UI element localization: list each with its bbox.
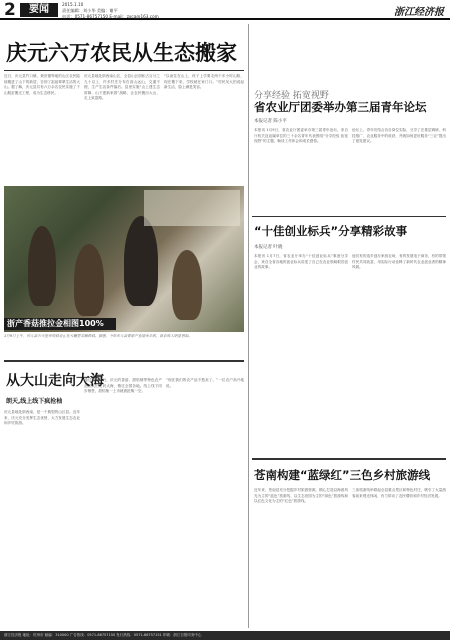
- masthead-meta: [62, 2, 252, 20]
- right-top-paragraph: 本报讯 1月9日，省农业厅团委举办第三届青年论坛，来自厅机关及直属单位的三十余名青年代表围绕“分享经验 拓宽视野”的主题，畅谈工作体会和成长感悟。: [254, 128, 348, 144]
- editor-line: 责任编辑：刘小华 美编：谢平: [62, 8, 118, 13]
- divider: [252, 458, 446, 460]
- contact-line: 电话：0571-86757150 E-mail：zxcg@163.com: [62, 14, 159, 19]
- paper-name: 浙江经济报: [394, 7, 444, 18]
- right-top-paragraph: 论坛上，青年们结合各自岗位实际，分享了在基层调研、科技推广、农业服务中的收获，并就如何更好服务“三农”提出了意见建议。: [352, 128, 446, 144]
- right-top-byline: 本报记者 陈小平: [254, 119, 287, 124]
- photo-light: [144, 190, 240, 226]
- feature-column-3: [166, 378, 244, 626]
- right-top-headline: 省农业厅团委举办第三届青年论坛: [254, 100, 427, 114]
- masthead: [0, 0, 450, 20]
- right-bottom-column-2: [352, 488, 446, 626]
- feature-headline: 从大山走向大海: [6, 373, 104, 389]
- feature-paragraph: 庆元县地处浙西南，是一个典型的山区县。近年来，庆元充分发挥生态优势，大力发展生态农业和乡村旅游。: [4, 410, 80, 426]
- feature-column-1: [4, 410, 80, 626]
- lead-paragraph: 近日，庆元县竹口镇、黄田镇等地的山区农民陆续搬进了山下的新居，告别了祖祖辈辈生活的大山。据了解，庆元县共有六万余名农民实施了下山脱贫搬迁工程，成为生态移民。: [4, 74, 80, 95]
- feature-paragraph: 通过电商平台，庆元的香菇、甜桔柚等特色农产品从大山走向大海，销往全国各地。线上线下同步销售，甜桔柚一上市就被抢购一空。: [84, 378, 162, 394]
- lead-headline: 庆元六万农民从生态搬家: [6, 41, 237, 65]
- photo-note: 1月9日上午，庆元县五大堡乡的菇农正在大棚里采摘香菇。据悉，今年庆元县香菇产业迎来丰收，菇农收入明显增加。: [4, 334, 192, 338]
- photo-figure: [172, 250, 202, 320]
- right-bottom-headline: 苍南构建“蓝绿红”三色乡村旅游线: [254, 468, 431, 482]
- photo-caption-band: 浙产香菇推拉金相图100%: [4, 318, 116, 330]
- lead-photo: [4, 186, 244, 332]
- right-top-column-1: [254, 128, 348, 204]
- photo-figure: [124, 216, 158, 306]
- right-top-kicker: 分享经验 拓宽视野: [254, 91, 329, 101]
- photo-figure: [74, 244, 104, 316]
- right-mid-paragraph: 本报讯 1月7日，省农业厅举办“十佳创业标兵”事迹分享会，来自全省各地的创业标兵讲述了自己在农业领域艰苦创业的故事。: [254, 254, 348, 270]
- lead-column-3: [164, 74, 244, 182]
- lead-paragraph: 庆元县地处浙西南山区，全县山区面积占百分之九十以上，许多村庄分布在高山远山，交通不便，生产生活条件落后。县里实施“山上建生态屏障、山下建新家园”战略，让农民搬出大山、走上致富路。: [84, 74, 160, 101]
- section-label: 要闻: [20, 3, 58, 17]
- lead-paragraph: “以前住在山上，孩子上学要走两个多小时山路，现在搬下来，学校就在家门口。”村民吴大伯说起新生活，脸上满是笑容。: [164, 74, 244, 90]
- right-mid-column-1: [254, 254, 348, 450]
- right-mid-column-2: [352, 254, 446, 450]
- right-mid-byline: 本报记者 叶晓: [254, 245, 283, 250]
- right-top-column-2: [352, 128, 446, 204]
- page-footer: 浙江经济报 地址：杭州市 邮编：310000 广告热线：0571-86757150 发行热线：0571-86757151 印刷：浙江日报印务中心: [0, 631, 450, 640]
- divider: [4, 70, 244, 71]
- divider: [252, 216, 446, 217]
- feature-paragraph: “现在我们的农产品不愁卖了。”一位农户高兴地说。: [166, 378, 244, 388]
- issue-date: 2015.1.10: [62, 2, 84, 7]
- column-divider: [248, 24, 249, 628]
- photo-figure: [28, 226, 56, 306]
- feature-column-2: [84, 378, 162, 626]
- right-mid-paragraph: 他们有的返乡创办家庭农场，有的发展电子商务，有的带领村民共同致富，用实际行动诠释了新时代农业创业者的精神风貌。: [352, 254, 446, 270]
- right-mid-headline: “十佳创业标兵”分享精彩故事: [254, 224, 408, 238]
- right-bottom-paragraph: 近年来，苍南县充分挖掘乡村旅游资源，精心打造以海滨风光为主的“蓝色”旅游线、以生态田园为主的“绿色”旅游线和以红色文化为主的“红色”旅游线。: [254, 488, 348, 504]
- page-number: 2: [4, 0, 16, 20]
- divider: [4, 360, 244, 362]
- feature-subheadline: 朗天,线上线下疯抢柚: [6, 398, 63, 405]
- right-bottom-paragraph: 三条旅游线串联起全县重点景区和特色村庄，吸引了大量游客前来观光休闲，有力带动了农民增收和乡村经济发展。: [352, 488, 446, 498]
- right-bottom-column-1: [254, 488, 348, 626]
- lead-column-2: [84, 74, 160, 182]
- lead-column-1: [4, 74, 80, 182]
